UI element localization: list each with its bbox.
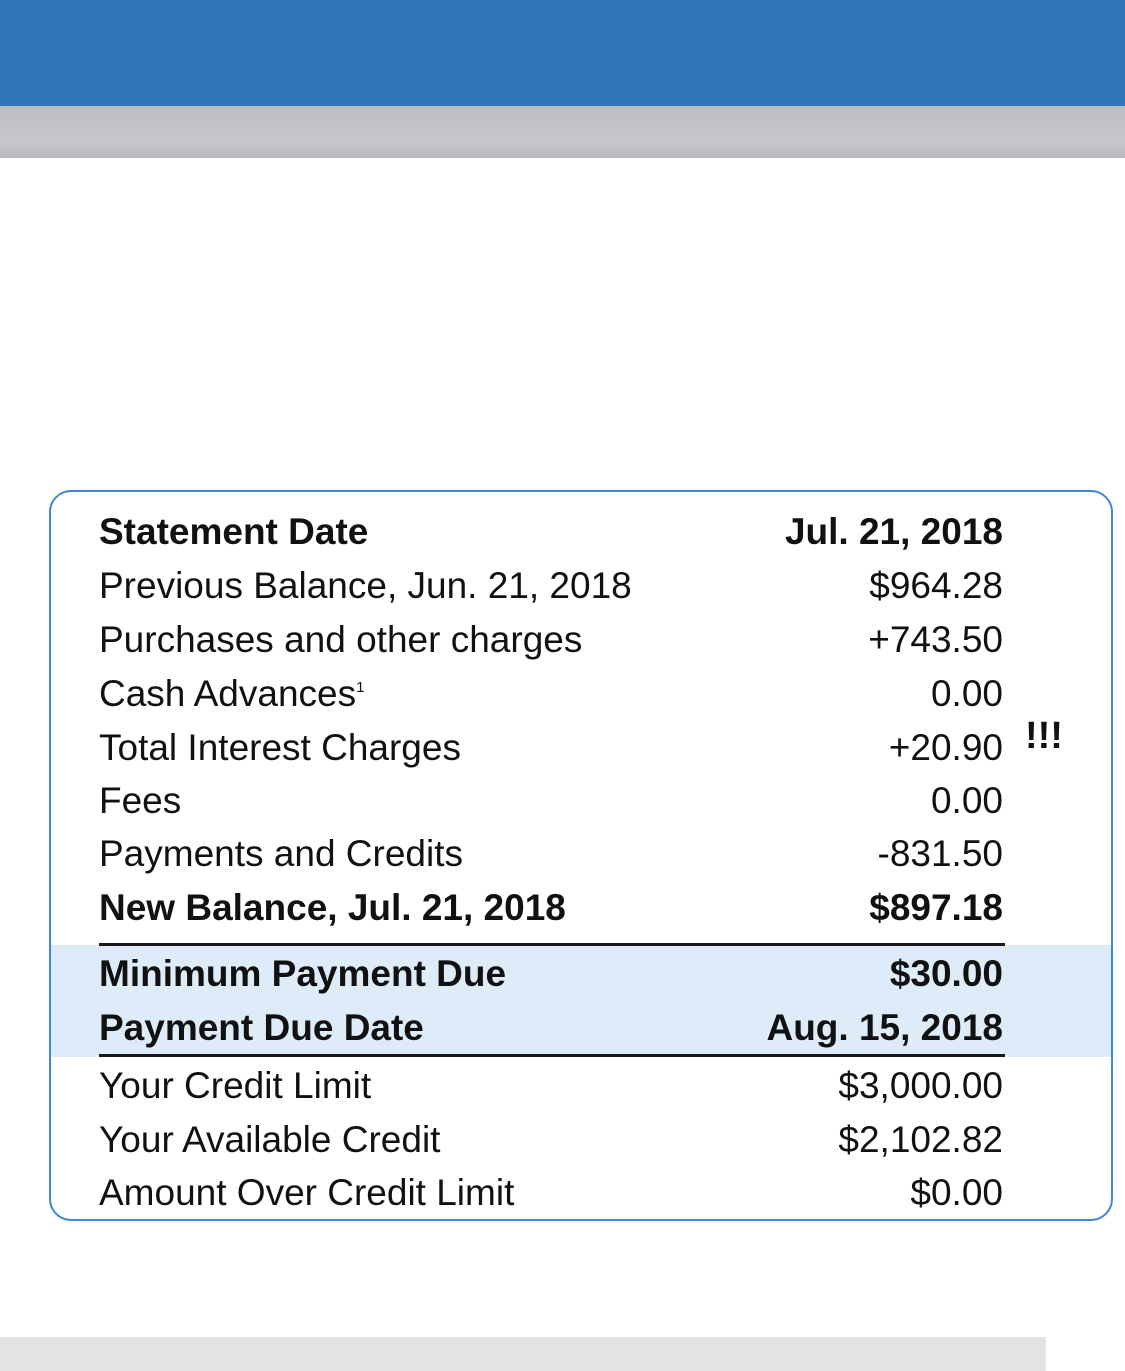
header-bar	[0, 0, 1125, 106]
payment-due-date-label: Payment Due Date	[99, 1007, 424, 1048]
row-fees	[99, 774, 1003, 828]
fees-label: Fees	[99, 780, 182, 821]
account-summary-box	[49, 490, 1113, 1221]
statement-date-label: Statement Date	[99, 511, 369, 552]
available-credit-label: Your Available Credit	[99, 1119, 441, 1160]
interest-charges-value: +20.90	[888, 727, 1003, 768]
minimum-payment-label: Minimum Payment Due	[99, 953, 507, 994]
bottom-gray-strip	[0, 1337, 1046, 1371]
header-shadow-band	[0, 106, 1125, 158]
cash-advances-text: Cash Advances	[99, 673, 357, 714]
payments-credits-label: Payments and Credits	[99, 833, 464, 874]
cash-advances-value: 0.00	[930, 673, 1003, 714]
purchases-label: Purchases and other charges	[99, 619, 583, 660]
row-over-limit	[99, 1166, 1003, 1220]
row-statement-date	[99, 505, 1003, 559]
credit-limit-value: $3,000.00	[838, 1065, 1003, 1106]
payment-due-date-value: Aug. 15, 2018	[766, 1007, 1003, 1048]
row-interest-charges	[99, 721, 1003, 775]
row-payment-due-date	[99, 1001, 1003, 1055]
interest-charges-label: Total Interest Charges	[99, 727, 461, 768]
row-previous-balance	[99, 559, 1003, 613]
row-cash-advances	[99, 667, 1003, 721]
new-balance-label: New Balance, Jul. 21, 2018	[99, 887, 566, 928]
footnote-marker: 1	[356, 679, 365, 696]
cash-advances-label	[99, 667, 364, 721]
divider-bottom	[99, 1054, 1005, 1057]
over-limit-value: $0.00	[910, 1172, 1003, 1213]
new-balance-value: $897.18	[869, 887, 1003, 928]
fees-value: 0.00	[930, 780, 1003, 821]
available-credit-value: $2,102.82	[838, 1119, 1003, 1160]
row-credit-limit	[99, 1059, 1003, 1113]
row-minimum-payment	[99, 947, 1003, 1001]
previous-balance-label: Previous Balance, Jun. 21, 2018	[99, 565, 632, 606]
row-available-credit	[99, 1113, 1003, 1167]
payments-credits-value: -831.50	[877, 833, 1003, 874]
exclamation-annotation: !!!	[1025, 715, 1063, 757]
row-purchases	[99, 613, 1003, 667]
divider-top	[99, 943, 1005, 946]
credit-limit-label: Your Credit Limit	[99, 1065, 372, 1106]
cropped-header-text	[0, 0, 150, 8]
minimum-payment-value: $30.00	[889, 953, 1003, 994]
previous-balance-value: $964.28	[869, 565, 1003, 606]
row-new-balance	[99, 881, 1003, 935]
over-limit-label: Amount Over Credit Limit	[99, 1172, 515, 1213]
statement-date-value: Jul. 21, 2018	[784, 511, 1003, 552]
row-payments-credits	[99, 827, 1003, 881]
purchases-value: +743.50	[868, 619, 1003, 660]
